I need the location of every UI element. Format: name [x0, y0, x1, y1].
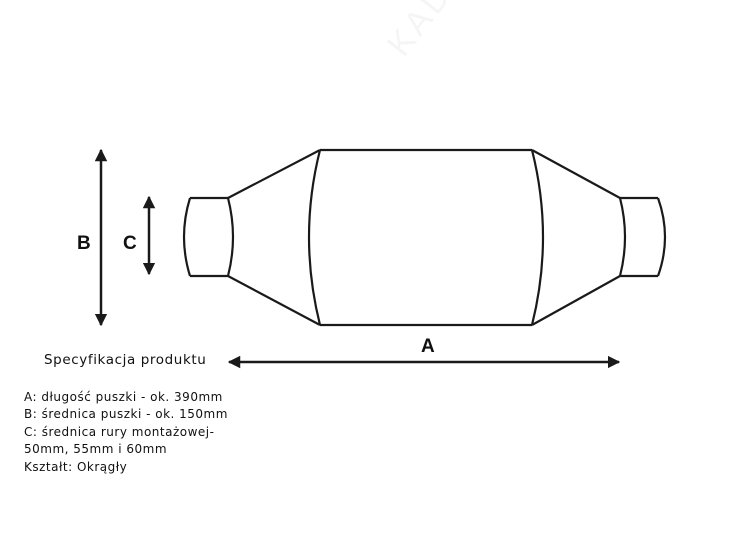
right-cone — [532, 150, 620, 325]
converter-outline — [184, 150, 665, 325]
spec-list — [24, 389, 228, 476]
main-can — [309, 150, 543, 325]
dimension-a-label: A — [421, 336, 435, 357]
left-cone — [228, 150, 320, 325]
spec-line-pipe-sizes: 50mm, 55mm i 60mm — [24, 442, 168, 457]
right-pipe — [620, 198, 665, 276]
spec-line-length: A: długość puszki - ok. 390mm — [24, 390, 223, 404]
spec-line-can-diameter: B: średnica puszki - ok. 150mm — [24, 407, 228, 422]
dimension-c-label: C — [123, 233, 137, 254]
left-pipe — [184, 198, 233, 276]
dimension-b-label: B — [77, 233, 91, 254]
spec-title: Specyfikacja produktu — [44, 352, 207, 368]
spec-line-pipe-diameter: C: średnica rury montażowej- — [24, 424, 215, 439]
spec-line-shape: Kształt: Okrągły — [24, 459, 128, 474]
